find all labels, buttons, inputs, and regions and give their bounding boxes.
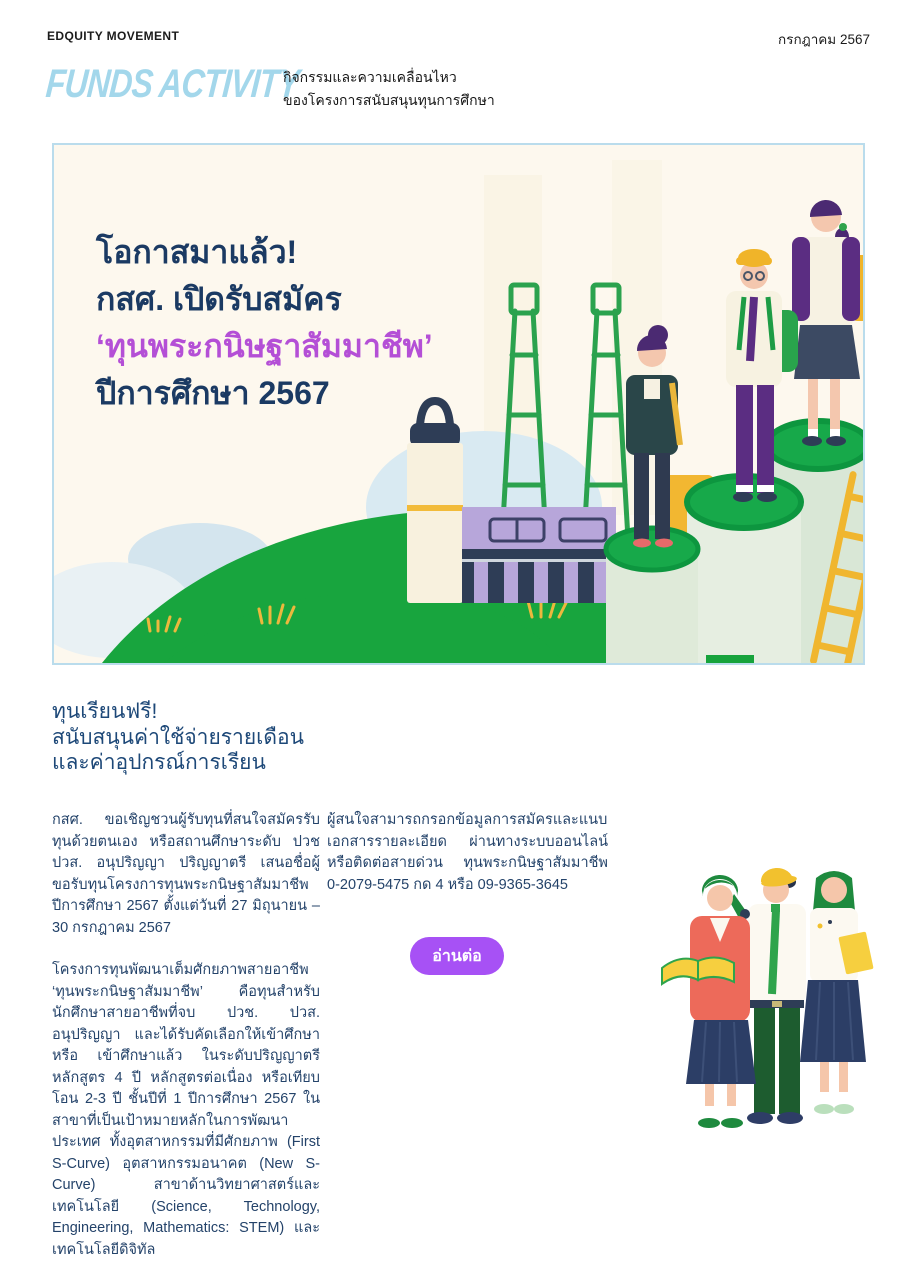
podium-middle — [687, 476, 801, 663]
section-heading-line-2: สนับสนุนค่าใช้จ่ายรายเดือน — [52, 725, 304, 749]
student-boy — [747, 868, 806, 1124]
paragraph-contact: ผู้สนใจสามารถกรอกข้อมูลการสมัครและแนบเอกสารรายละเอียด ผ่านทางระบบออนไลน์ หรือติดต่อสายด่วน ทุนพระกนิษฐาสัมมาชีพ 0-2079-5475 กด 4 หรือ 09-9365-3645 — [327, 812, 608, 893]
section-heading-line-3: และค่าอุปกรณ์การเรียน — [52, 751, 266, 774]
hero-title-line-3: ‘ทุนพระกนิษฐาสัมมาชีพ’ — [96, 328, 433, 364]
hero-title-line-2: กสศ. เปิดรับสมัคร — [96, 281, 342, 317]
section-heading-line-1: ทุนเรียนฟรี! — [52, 700, 158, 723]
hero-panel — [52, 143, 865, 665]
masthead-subtitle — [283, 66, 495, 112]
student-girl-right — [800, 871, 874, 1114]
podium-small — [606, 528, 698, 663]
factory-building — [462, 507, 616, 603]
paragraph-program-details: โครงการทุนพัฒนาเต็มศักยภาพสายอาชีพ ‘ทุนพระกนิษฐาสัมมาชีพ’ คือทุนสำหรับนักศึกษาสายอาชีพที่จบ ปวช. ปวส. อนุปริญญา และได้รับคัดเลือกให้เข้าศึกษา หรือ เข้าศึกษาแล้ว ในระดับปริญญาตรีหลักสูตร 4 ปี หลักสูตรต่อเนื่อง หรือเทียบโอน 2-3 ปี ชั้นปีที่ 1 ปีการศึกษา 2567 ในสาขาที่เป็นเป้าหมายหลักในการพัฒนาประเทศ ทั้งอุตสาหกรรมที่มีศักยภาพ (First S-Curve) อุตสาหกรรมอนาคต (New S-Curve) สาขาด้านวิทยาศาสตร์และเทคโนโลยี (Science, Technology, Engineering, Mathematics: STEM) และเทคโนโลยีดิจิทัล — [52, 962, 320, 1258]
body-column-left — [52, 810, 320, 1282]
paragraph-invitation: กสศ. ขอเชิญชวนผู้รับทุนที่สนใจสมัครรับทุนด้วยตนเอง หรือสถานศึกษาระดับ ปวช ปวส. อนุปริญญา ปริญญาตรี เสนอชื่อผู้ขอรับทุนโครงการทุนพระกนิษฐาสัมมาชีพ ปีการศึกษา 2567 ตั้งแต่วันที่ 27 มิถุนายน – 30 กรกฎาคม 2567 — [52, 812, 320, 936]
brand-text: EDQUITY MOVEMENT — [47, 29, 180, 43]
masthead-subtitle-line-1: กิจกรรมและความเคลื่อนไหว — [283, 69, 457, 85]
section-heading — [52, 699, 304, 776]
issue-date: กรกฎาคม 2567 — [778, 32, 870, 47]
body-column-right — [327, 810, 608, 917]
hero-title-line-1: โอกาสมาแล้ว! — [96, 234, 298, 270]
hero-title-line-4: ปีการศึกษา 2567 — [96, 375, 330, 411]
masthead-title: FUNDS ACTIVITY — [44, 62, 301, 106]
students-illustration — [648, 850, 910, 1150]
hero-title — [96, 229, 433, 417]
tank-silo — [407, 401, 463, 603]
read-more-button[interactable]: อ่านต่อ — [410, 937, 504, 975]
student-girl-left — [662, 875, 756, 1128]
masthead-subtitle-line-2: ของโครงการสนับสนุนทุนการศึกษา — [283, 92, 495, 108]
